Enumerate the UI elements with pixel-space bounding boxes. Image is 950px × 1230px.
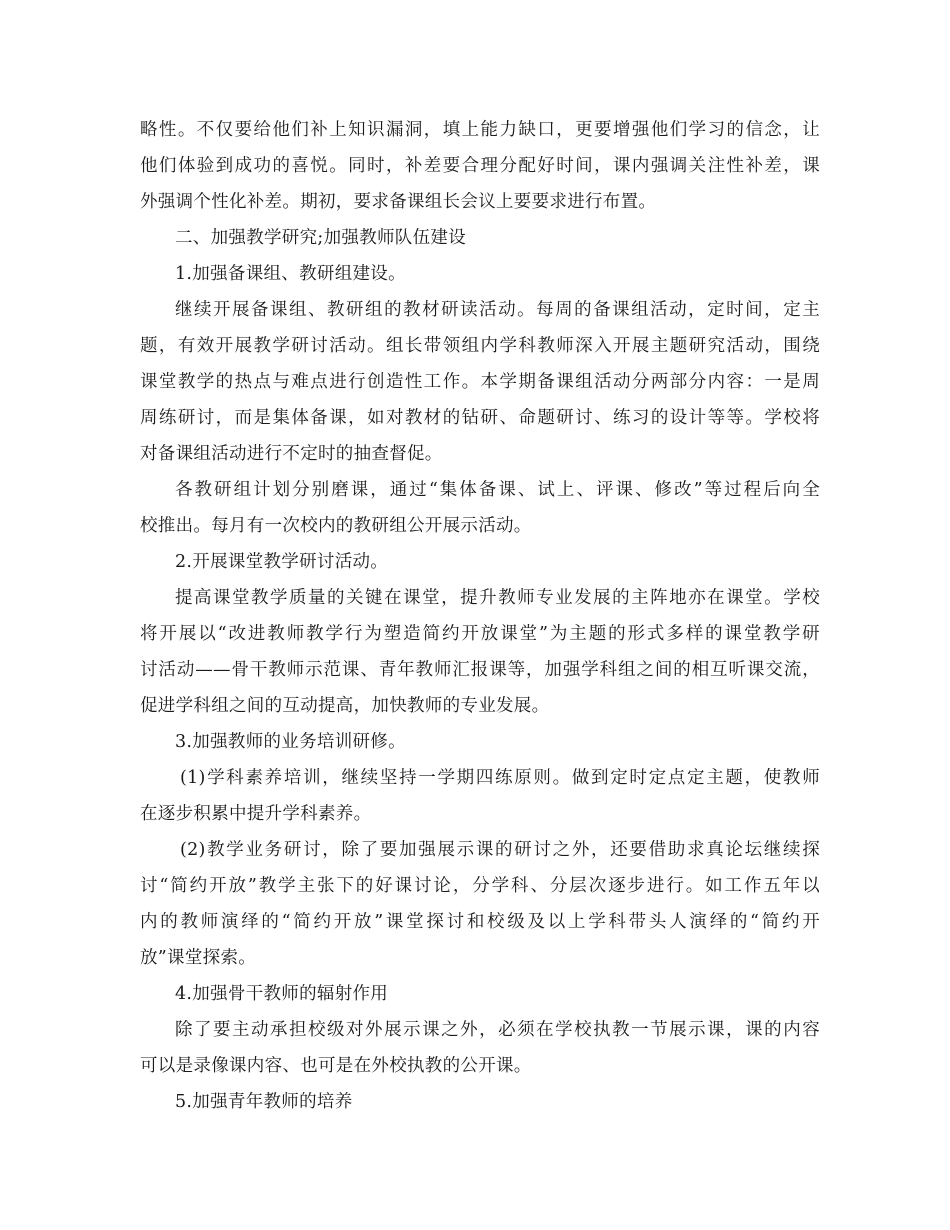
paragraph-line: (2)教学业务研讨，除了要加强展示课的研讨之外，还要借助求真论坛继续探	[180, 840, 820, 860]
section-heading: 二、加强教学研究;加强教师队伍建设	[175, 228, 466, 248]
subsection-heading: 4.加强骨干教师的辐射作用	[175, 984, 389, 1004]
paragraph-line: 周练研讨，而是集体备课，如对教材的钻研、命题研讨、练习的设计等等。学校将	[140, 408, 820, 428]
paragraph-line: 校推出。每月有一次校内的教研组公开展示活动。	[140, 516, 532, 536]
paragraph-line: 促进学科组之间的互动提高，加快教师的专业发展。	[140, 696, 550, 716]
paragraph-line: 内的教师演绎的“简约开放”课堂探讨和校级及以上学科带头人演绎的“简约开	[140, 912, 820, 932]
paragraph-line: 将开展以“改进教师教学行为塑造简约开放课堂”为主题的形式多样的课堂教学研	[140, 624, 820, 644]
subsection-heading: 3.加强教师的业务培训研修。	[175, 732, 406, 752]
paragraph-line: 对备课组活动进行不定时的抽查督促。	[140, 444, 443, 464]
paragraph-line: 他们体验到成功的喜悦。同时，补差要合理分配好时间，课内强调关注性补差，课	[140, 156, 820, 176]
paragraph-line: 题，有效开展教学研讨活动。组长带领组内学科教师深入开展主题研究活动，围绕	[140, 336, 820, 356]
paragraph-line: 讨“简约开放”教学主张下的好课讨论，分学科、分层次逐步进行。如工作五年以	[140, 876, 820, 896]
subsection-heading: 1.加强备课组、教研组建设。	[175, 264, 406, 284]
paragraph-line: 放”课堂探索。	[140, 948, 257, 968]
subsection-heading: 5.加强青年教师的培养	[175, 1092, 353, 1112]
paragraph-line: 除了要主动承担校级对外展示课之外，必须在学校执教一节展示课，课的内容	[175, 1020, 820, 1040]
paragraph-line: 课堂教学的热点与难点进行创造性工作。本学期备课组活动分两部分内容：一是周	[140, 372, 820, 392]
subsection-heading: 2.开展课堂教学研讨活动。	[175, 552, 389, 572]
paragraph-line: 可以是录像课内容、也可是在外校执教的公开课。	[140, 1056, 532, 1076]
paragraph-line: 各教研组计划分别磨课，通过“集体备课、试上、评课、修改”等过程后向全	[175, 480, 820, 500]
paragraph-line: 提高课堂教学质量的关键在课堂，提升教师专业发展的主阵地亦在课堂。学校	[175, 588, 820, 608]
paragraph-line: 讨活动——骨干教师示范课、青年教师汇报课等，加强学科组之间的相互听课交流，	[140, 660, 820, 680]
paragraph-line: 外强调个性化补差。期初，要求备课组长会议上要要求进行布置。	[140, 192, 657, 212]
paragraph-line: (1)学科素养培训，继续坚持一学期四练原则。做到定时定点定主题，使教师	[180, 768, 820, 788]
paragraph-line: 继续开展备课组、教研组的教材研读活动。每周的备课组活动，定时间，定主	[175, 300, 820, 320]
paragraph-line: 在逐步积累中提升学科素养。	[140, 804, 372, 824]
paragraph-line: 略性。不仅要给他们补上知识漏洞，填上能力缺口，更要增强他们学习的信念，让	[140, 120, 820, 140]
